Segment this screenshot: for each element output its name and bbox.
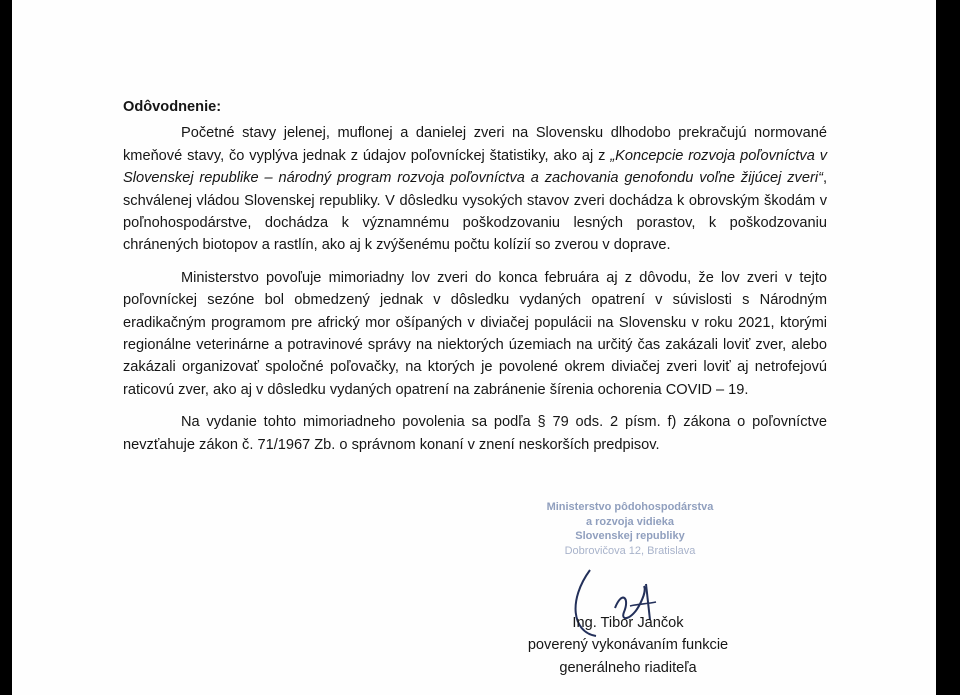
section-heading: Odôvodnenie: <box>123 99 222 115</box>
stamp-line-3: Slovenskej republiky <box>575 530 685 543</box>
paragraph-justification-1 <box>123 122 827 256</box>
document-page <box>12 0 936 695</box>
signatory-role-line-2: generálneho riaditeľa <box>559 659 697 676</box>
paragraph-justification-3: Na vydanie tohto mimoriadneho povolenia sa podľa § 79 ods. 2 písm. f) zákona o poľovníctve nevzťahuje zákon č. 71/1967 Zb. o správnom konaní v znení neskorších predpisov. <box>123 414 827 453</box>
paragraph-1-text-end: , schválenej vládou Slovenskej republiky. V dôsledku vysokých stavov zveri dochádza k obrovským škodám v poľnohospodárstve, dochádza k významnému poškodzovaniu lesných porastov, k poškodzovaniu chránených biotopov a rastlín, ako aj k zvýšenému počtu kolízií so zverou v doprave. <box>123 170 827 254</box>
paragraph-1-text-start: Početné stavy jelenej, muflonej a danielej zveri na Slovensku dlhodobo prekračujú normované kmeňové stavy, čo vyplýva jednak z údajov poľovníckej štatistiky, ako aj z <box>123 125 827 164</box>
stamp-line-2: a rozvoja vidieka <box>585 515 675 528</box>
paragraph-1-italic-citation: „Koncepcie rozvoja poľovníctva v Slovenskej republike – národný program rozvoja poľovníctva a zachovania genofondu voľne žijúcej zveri“ <box>123 147 827 187</box>
stamp-line-1: Ministerstvo pôdohospodárstva <box>546 501 714 513</box>
signatory-block <box>498 612 758 679</box>
official-stamp <box>510 500 750 558</box>
paragraph-justification-2: Ministerstvo povoľuje mimoriadny lov zveri do konca februára aj z dôvodu, že lov zveri v tejto poľovníckej sezóne bol obmedzený jednak v dôsledku vydaných opatrení v súvislosti s Národným eradikačným programom pre africký mor ošípaných v diviačej populácii na Slovensku v roku 2021, ktorými regionálne veterinárne a potravinové správy na niektorých územiach na určitý čas zakázali loviť zver, alebo zakázali organizovať spoločné poľovačky, na ktorých je povolené okrem diviačej zveri loviť aj netrofejovú raticovú zver, ako aj v dôsledku vydaných opatrení na zabránenie šírenia ochorenia COVID – 19. <box>123 269 827 398</box>
stamp-line-4: Dobrovičova 12, Bratislava <box>564 544 696 557</box>
signatory-role-line-1: poverený vykonávaním funkcie <box>527 637 729 654</box>
signatory-name: Ing. Tibor Jančok <box>572 615 684 631</box>
document-body <box>123 96 827 466</box>
